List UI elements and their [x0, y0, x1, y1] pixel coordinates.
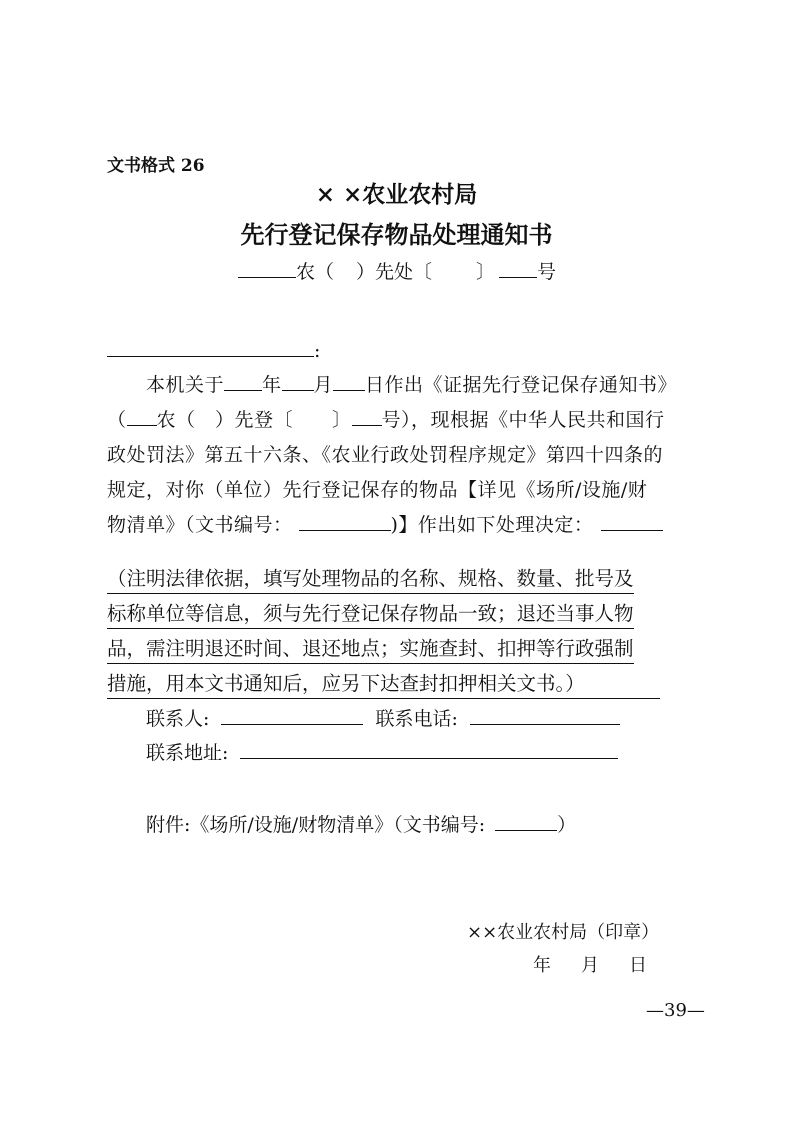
docno-part4: 号 [537, 261, 557, 283]
body-text: 年 [262, 374, 282, 396]
document-title: 先行登记保存物品处理通知书 [240, 220, 553, 249]
docno-blank-prefix[interactable] [238, 257, 296, 278]
notes-line-4 [107, 668, 660, 699]
contact-address-field[interactable] [240, 738, 618, 759]
body-line-3: 政处罚法》第五十六条、《农业行政处罚程序规定》第四十四条的 [107, 444, 664, 466]
format-label: 文书格式 26 [107, 156, 205, 176]
contact-person-field[interactable] [221, 704, 363, 725]
body-line-1 [146, 370, 677, 397]
note-text: 标称单位等信息，须与先行登记保存物品一致；退还当事人物 [107, 598, 634, 629]
contact-line-2 [146, 738, 618, 765]
ref-blank-2[interactable] [352, 405, 382, 426]
seal-text: ××农业农村局（印章） [467, 922, 660, 943]
note-text: 品，需注明退还时间、退还地点；实施查封、扣押等行政强制 [107, 633, 634, 664]
body-line-4: 规定，对你（单位）先行登记保存的物品【详见《场所/设施/财 [107, 479, 648, 501]
attachment-number-blank[interactable] [495, 810, 557, 831]
body-text: 日作出《证据先行登记保存通知书》 [365, 374, 678, 396]
page-number: —39— [646, 1000, 705, 1021]
body-text: )】作出如下处理决定： [390, 514, 594, 536]
contact-person-label: 联系人: [146, 708, 210, 730]
agency-name: × ×农业农村局 [315, 181, 478, 208]
notes-line-3 [107, 633, 634, 664]
body-text: 物清单》（文书编号： [107, 514, 293, 536]
recipient-line [107, 336, 320, 362]
decision-blank[interactable] [601, 510, 663, 531]
body-text: 月 [313, 374, 334, 396]
contact-phone-field[interactable] [470, 704, 620, 725]
body-text: 号），现根据《中华人民共和国行 [381, 409, 665, 431]
signature-date: 年 月 日 [533, 955, 653, 976]
body-text: 农（ ）先登〔 〕 [156, 409, 352, 431]
docno-part2: ）先处〔 [356, 261, 433, 283]
attachment-close: ） [557, 814, 577, 836]
docno-part3: 〕 [476, 261, 496, 283]
month-blank[interactable] [282, 370, 314, 391]
ref-blank-1[interactable] [127, 405, 157, 426]
body-text: 本机关于 [146, 374, 225, 396]
body-line-2 [107, 405, 665, 432]
attachment-line [146, 810, 576, 837]
attachment-text: 附件:《场所/设施/财物清单》（文书编号: [146, 814, 486, 836]
body-line-5 [107, 510, 663, 537]
day-blank[interactable] [333, 370, 365, 391]
body-text: （ [107, 409, 127, 431]
contact-address-label: 联系地址: [146, 742, 229, 764]
docno-blank-serial[interactable] [499, 257, 537, 278]
recipient-blank[interactable] [107, 336, 314, 357]
docno-part1: 农（ [296, 261, 335, 283]
notes-line-2 [107, 598, 634, 629]
year-blank[interactable] [224, 370, 262, 391]
notes-line-1 [107, 563, 634, 594]
document-number [238, 257, 556, 284]
recipient-colon: : [314, 339, 321, 362]
doc-number-blank[interactable] [299, 510, 391, 531]
contact-line-1 [146, 704, 620, 731]
note-text: （注明法律依据，填写处理物品的名称、规格、数量、批号及 [107, 563, 634, 594]
note-text: 措施，用本文书通知后，应另下达查封扣押相关文书。） [107, 668, 660, 699]
contact-phone-label: 联系电话: [375, 708, 458, 730]
